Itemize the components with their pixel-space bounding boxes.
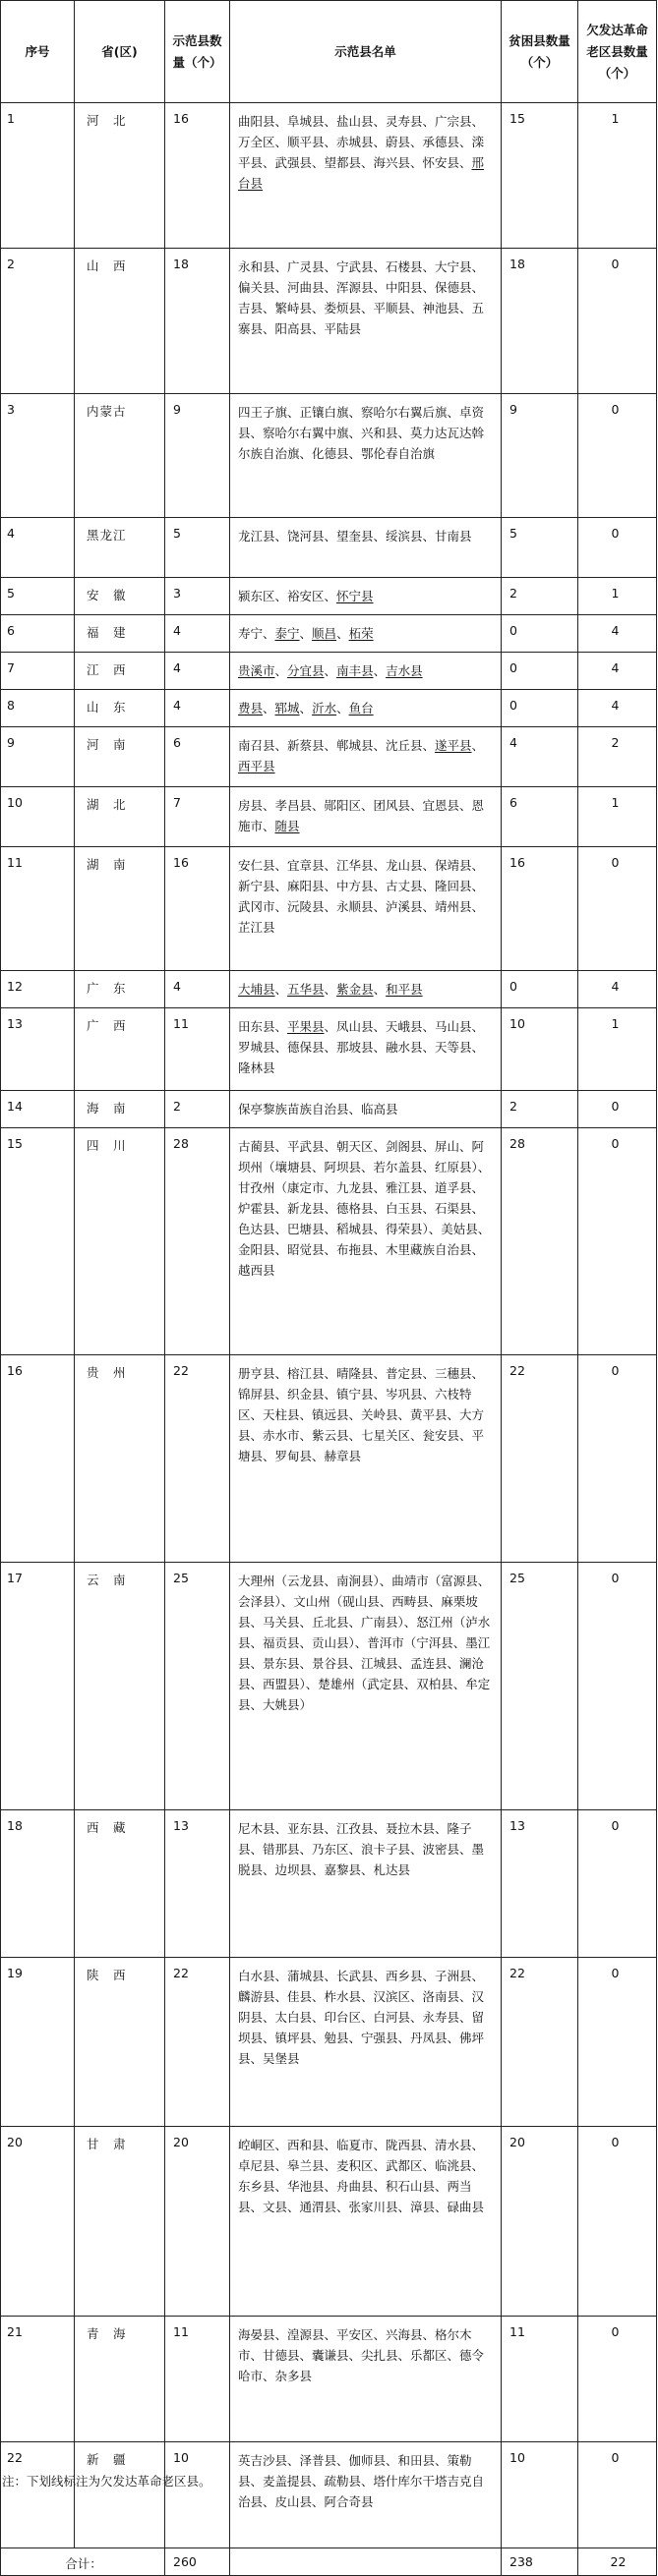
row-province: 广 东: [75, 971, 165, 1008]
row-province: 湖 北: [75, 787, 165, 847]
table-row: [1, 847, 657, 971]
row-poverty: 0: [502, 653, 578, 690]
county-name-underlined: 沂水: [312, 701, 337, 716]
row-county-list: [230, 1128, 502, 1355]
county-text: 白水县、蒲城县、长武县、西乡县、子洲县、麟游县、佳县、柞水县、汉滨区、洛南县、汉阴县、太白县、印台区、白河县、永寿县、留坝县、镇坪县、勉县、宁强县、丹凤县、佛坪县、吴堡县: [238, 1969, 485, 2066]
county-text: 四王子旗、正镶白旗、察哈尔右翼后旗、卓资县、察哈尔右翼中旗、兴和县、莫力达瓦达斡尔族自治旗、化德县、鄂伦春自治旗: [238, 405, 485, 461]
row-seq: 16: [1, 1355, 75, 1563]
county-name-underlined: 随县: [274, 819, 300, 833]
table-row: [1, 1008, 657, 1091]
row-revolution: 0: [578, 394, 657, 518]
row-province: 广 西: [75, 1008, 165, 1091]
row-poverty: 11: [502, 2317, 578, 2442]
row-count: 28: [165, 1128, 230, 1355]
row-county-list: [230, 727, 502, 787]
row-poverty: 15: [502, 103, 578, 249]
county-text: 古蔺县、平武县、朝天区、剑阁县、屏山、阿坝州（壤塘县、阿坝县、若尔盖县、红原县）、甘孜州（康定市、九龙县、雅江县、道孚县、炉霍县、新龙县、德格县、白玉县、石渠县、色达县、巴塘县、稻城县、得荣县）、美姑县、金阳县、昭觉县、布拖县、木里藏族自治县、越西县: [238, 1139, 491, 1278]
county-text: 颍东区、裕安区、: [238, 589, 337, 603]
row-count: 3: [165, 578, 230, 615]
row-province: 海 南: [75, 1091, 165, 1128]
county-text: 、: [263, 701, 275, 716]
row-seq: 10: [1, 787, 75, 847]
county-text: 保亭黎族苗族自治县、临高县: [238, 1102, 398, 1116]
row-seq: 14: [1, 1091, 75, 1128]
row-province: 甘 肃: [75, 2127, 165, 2317]
total-row: [1, 2548, 657, 2576]
row-count: 9: [165, 394, 230, 518]
row-seq: 19: [1, 1958, 75, 2127]
row-county-list: [230, 787, 502, 847]
row-county-list: [230, 103, 502, 249]
county-text: 、: [299, 626, 313, 641]
row-province: 山 东: [75, 690, 165, 727]
county-text: 英吉沙县、泽普县、伽师县、和田县、策勒县、麦盖提县、疏勒县、塔什库尔干塔吉克自治县、皮山县、阿合奇县: [238, 2453, 485, 2509]
row-county-list: [230, 615, 502, 653]
table-row: [1, 727, 657, 787]
county-text: 、: [274, 663, 288, 678]
row-count: 2: [165, 1091, 230, 1128]
county-text: 房县、孝昌县、郧阳区、团风县、宜恩县、恩施市、: [238, 798, 485, 833]
county-name-underlined: 郓城: [274, 701, 300, 716]
row-count: 4: [165, 653, 230, 690]
table-row: [1, 1355, 657, 1563]
row-revolution: 4: [578, 971, 657, 1008]
header-province: 省(区): [75, 1, 165, 103]
county-name-underlined: 和平县: [386, 982, 423, 997]
row-seq: 22: [1, 2442, 75, 2548]
row-revolution: 4: [578, 615, 657, 653]
table-row: [1, 1128, 657, 1355]
row-count: 11: [165, 1008, 230, 1091]
row-count: 6: [165, 727, 230, 787]
county-text: 、: [324, 663, 337, 678]
total-poverty: 238: [502, 2548, 578, 2576]
table-row: [1, 653, 657, 690]
row-county-list: [230, 1091, 502, 1128]
row-count: 13: [165, 1810, 230, 1958]
row-count: 7: [165, 787, 230, 847]
county-name-underlined: 西平县: [238, 759, 275, 773]
table-row: [1, 971, 657, 1008]
county-text: 崆峒区、西和县、临夏市、陇西县、清水县、卓尼县、皋兰县、麦积区、武都区、临洮县、东乡县、华池县、舟曲县、积石山县、两当县、文县、通渭县、张家川县、漳县、碌曲县: [238, 2138, 485, 2214]
county-text: 安仁县、宜章县、江华县、龙山县、保靖县、新宁县、麻阳县、中方县、古丈县、隆回县、武冈市、沅陵县、永顺县、泸溪县、靖州县、芷江县: [238, 858, 485, 935]
header-revolution: 欠发达革命老区县数量（个）: [578, 1, 657, 103]
county-name-underlined: 顺昌: [312, 626, 337, 641]
row-province: 福 建: [75, 615, 165, 653]
table-row: [1, 2127, 657, 2317]
row-county-list: [230, 394, 502, 518]
row-province: 湖 南: [75, 847, 165, 971]
row-county-list: [230, 518, 502, 578]
row-county-list: [230, 971, 502, 1008]
total-label: 合计：: [1, 2548, 165, 2576]
county-text: 南召县、新蔡县、郸城县、沈丘县、: [238, 738, 436, 753]
row-province: 河 南: [75, 727, 165, 787]
row-province: 青 海: [75, 2317, 165, 2442]
county-name-underlined: 五华县: [287, 982, 325, 997]
row-county-list: [230, 1563, 502, 1810]
row-revolution: 2: [578, 727, 657, 787]
row-province: 河 北: [75, 103, 165, 249]
row-province: 黑龙江: [75, 518, 165, 578]
row-revolution: 0: [578, 847, 657, 971]
row-poverty: 2: [502, 1091, 578, 1128]
row-count: 5: [165, 518, 230, 578]
county-text: 海晏县、湟源县、平安区、兴海县、格尔木市、甘德县、囊谦县、尖扎县、乐都区、德令哈市、杂多县: [238, 2327, 485, 2383]
row-province: 西 藏: [75, 1810, 165, 1958]
row-county-list: [230, 249, 502, 394]
row-seq: 11: [1, 847, 75, 971]
county-text: 、: [324, 982, 337, 997]
row-seq: 5: [1, 578, 75, 615]
county-text: 、: [299, 701, 313, 716]
total-revolution: 22: [578, 2548, 657, 2576]
row-county-list: [230, 1008, 502, 1091]
table-row: [1, 787, 657, 847]
row-seq: 4: [1, 518, 75, 578]
county-text: 龙江县、饶河县、望奎县、绥滨县、甘南县: [238, 529, 472, 544]
row-poverty: 9: [502, 394, 578, 518]
row-county-list: [230, 690, 502, 727]
row-province: 内蒙古: [75, 394, 165, 518]
table-row: [1, 2442, 657, 2548]
row-province: 山 西: [75, 249, 165, 394]
row-revolution: 4: [578, 653, 657, 690]
row-seq: 20: [1, 2127, 75, 2317]
table-row: [1, 1958, 657, 2127]
row-poverty: 16: [502, 847, 578, 971]
row-seq: 3: [1, 394, 75, 518]
row-county-list: [230, 653, 502, 690]
table-row: [1, 578, 657, 615]
row-province: 四 川: [75, 1128, 165, 1355]
county-text: 尼木县、亚东县、江孜县、聂拉木县、隆子县、错那县、乃东区、浪卡子县、波密县、墨脱县、边坝县、嘉黎县、札达县: [238, 1821, 485, 1877]
row-poverty: 0: [502, 971, 578, 1008]
county-text: 、凤山县、天峨县、马山县、罗城县、德保县、那坡县、融水县、天等县、隆林县: [238, 1019, 485, 1075]
table-row: [1, 1091, 657, 1128]
county-name-underlined: 平果县: [287, 1019, 325, 1034]
row-revolution: 1: [578, 103, 657, 249]
county-text: 、: [274, 982, 288, 997]
county-name-underlined: 费县: [238, 701, 264, 716]
row-county-list: [230, 578, 502, 615]
row-count: 22: [165, 1355, 230, 1563]
county-text: 寿宁、: [238, 626, 275, 641]
row-seq: 9: [1, 727, 75, 787]
row-revolution: 1: [578, 787, 657, 847]
row-count: 4: [165, 971, 230, 1008]
county-text: 、: [373, 982, 387, 997]
row-revolution: 0: [578, 1810, 657, 1958]
row-poverty: 25: [502, 1563, 578, 1810]
county-text: 大理州（云龙县、南涧县）、曲靖市（富源县、会泽县）、文山州（砚山县、西畴县、麻栗坡县、马关县、丘北县、广南县）、怒江州（泸水县、福贡县、贡山县）、普洱市（宁洱县、墨江县、景东县、景谷县、江城县、孟连县、澜沧县、西盟县）、楚雄州（武定县、双柏县、牟定县、大姚县）: [238, 1574, 491, 1712]
row-seq: 18: [1, 1810, 75, 1958]
row-province: 新 疆: [75, 2442, 165, 2548]
county-name-underlined: 分宜县: [287, 663, 325, 678]
row-revolution: 0: [578, 1958, 657, 2127]
row-count: 25: [165, 1563, 230, 1810]
county-text: 、: [336, 701, 349, 716]
row-province: 江 西: [75, 653, 165, 690]
county-text: 、: [471, 738, 485, 753]
row-poverty: 0: [502, 615, 578, 653]
row-county-list: [230, 1355, 502, 1563]
row-county-list: [230, 2317, 502, 2442]
total-list-empty: [230, 2548, 502, 2576]
row-poverty: 18: [502, 249, 578, 394]
table-row: [1, 1810, 657, 1958]
row-county-list: [230, 2127, 502, 2317]
row-county-list: [230, 1810, 502, 1958]
row-seq: 1: [1, 103, 75, 249]
row-province: 云 南: [75, 1563, 165, 1810]
row-seq: 2: [1, 249, 75, 394]
row-seq: 13: [1, 1008, 75, 1091]
row-seq: 12: [1, 971, 75, 1008]
row-seq: 21: [1, 2317, 75, 2442]
header-list: 示范县名单: [230, 1, 502, 103]
county-name-underlined: 遂平县: [435, 738, 472, 753]
row-poverty: 13: [502, 1810, 578, 1958]
table-row: [1, 394, 657, 518]
county-name-underlined: 泰宁: [274, 626, 300, 641]
row-count: 11: [165, 2317, 230, 2442]
county-text: 、: [336, 626, 349, 641]
county-name-underlined: 贵溪市: [238, 663, 275, 678]
row-revolution: 4: [578, 690, 657, 727]
row-poverty: 4: [502, 727, 578, 787]
row-count: 16: [165, 847, 230, 971]
county-name-underlined: 怀宁县: [336, 589, 374, 603]
county-name-underlined: 鱼台: [348, 701, 374, 716]
row-revolution: 0: [578, 2442, 657, 2548]
row-revolution: 0: [578, 1563, 657, 1810]
row-revolution: 0: [578, 518, 657, 578]
county-name-underlined: 紫金县: [336, 982, 374, 997]
row-county-list: [230, 2442, 502, 2548]
row-revolution: 0: [578, 1355, 657, 1563]
header-count: 示范县数量（个）: [165, 1, 230, 103]
table-row: [1, 103, 657, 249]
row-revolution: 0: [578, 1091, 657, 1128]
total-count: 260: [165, 2548, 230, 2576]
table-row: [1, 518, 657, 578]
header-row: [1, 1, 657, 103]
table-row: [1, 690, 657, 727]
row-poverty: 6: [502, 787, 578, 847]
county-text: 田东县、: [238, 1019, 288, 1034]
row-poverty: 5: [502, 518, 578, 578]
row-count: 10: [165, 2442, 230, 2548]
row-seq: 6: [1, 615, 75, 653]
row-poverty: 22: [502, 1958, 578, 2127]
row-poverty: 28: [502, 1128, 578, 1355]
county-name-underlined: 邢台县: [238, 155, 485, 191]
table-row: [1, 1563, 657, 1810]
table-row: [1, 615, 657, 653]
row-count: 4: [165, 615, 230, 653]
row-count: 20: [165, 2127, 230, 2317]
row-poverty: 10: [502, 1008, 578, 1091]
row-seq: 15: [1, 1128, 75, 1355]
row-revolution: 0: [578, 2127, 657, 2317]
footnote: 注：下划线标注为欠发达革命老区县。: [2, 2474, 211, 2489]
row-seq: 17: [1, 1563, 75, 1810]
table-row: [1, 249, 657, 394]
county-name-underlined: 柘荣: [348, 626, 374, 641]
county-text: 永和县、广灵县、宁武县、石楼县、大宁县、偏关县、河曲县、浑源县、中阳县、保德县、吉县、繁峙县、娄烦县、平顺县、神池县、五寨县、阳高县、平陆县: [238, 259, 485, 336]
row-county-list: [230, 847, 502, 971]
row-count: 4: [165, 690, 230, 727]
row-count: 18: [165, 249, 230, 394]
row-province: 陕 西: [75, 1958, 165, 2127]
county-text: 曲阳县、阜城县、盐山县、灵寿县、广宗县、万全区、顺平县、赤城县、蔚县、承德县、滦平县、武强县、望都县、海兴县、怀安县、: [238, 114, 485, 170]
row-poverty: 22: [502, 1355, 578, 1563]
row-poverty: 20: [502, 2127, 578, 2317]
row-revolution: 1: [578, 578, 657, 615]
row-seq: 8: [1, 690, 75, 727]
row-revolution: 0: [578, 1128, 657, 1355]
row-revolution: 0: [578, 249, 657, 394]
row-revolution: 1: [578, 1008, 657, 1091]
row-count: 22: [165, 1958, 230, 2127]
row-province: 安 徽: [75, 578, 165, 615]
row-seq: 7: [1, 653, 75, 690]
row-poverty: 2: [502, 578, 578, 615]
county-name-underlined: 吉水县: [386, 663, 423, 678]
row-count: 16: [165, 103, 230, 249]
table-row: [1, 2317, 657, 2442]
header-seq: 序号: [1, 1, 75, 103]
row-revolution: 0: [578, 2317, 657, 2442]
county-text: 、: [373, 663, 387, 678]
county-name-underlined: 南丰县: [336, 663, 374, 678]
county-text: 册亨县、榕江县、晴隆县、普定县、三穗县、锦屏县、织金县、镇宁县、岑巩县、六枝特区、天柱县、镇远县、关岭县、黄平县、大方县、赤水市、紫云县、七星关区、瓮安县、平塘县、罗甸县、赫章县: [238, 1366, 485, 1463]
row-county-list: [230, 1958, 502, 2127]
row-province: 贵 州: [75, 1355, 165, 1563]
header-poverty: 贫困县数量（个）: [502, 1, 578, 103]
row-poverty: 0: [502, 690, 578, 727]
county-name-underlined: 大埔县: [238, 982, 275, 997]
row-poverty: 10: [502, 2442, 578, 2548]
